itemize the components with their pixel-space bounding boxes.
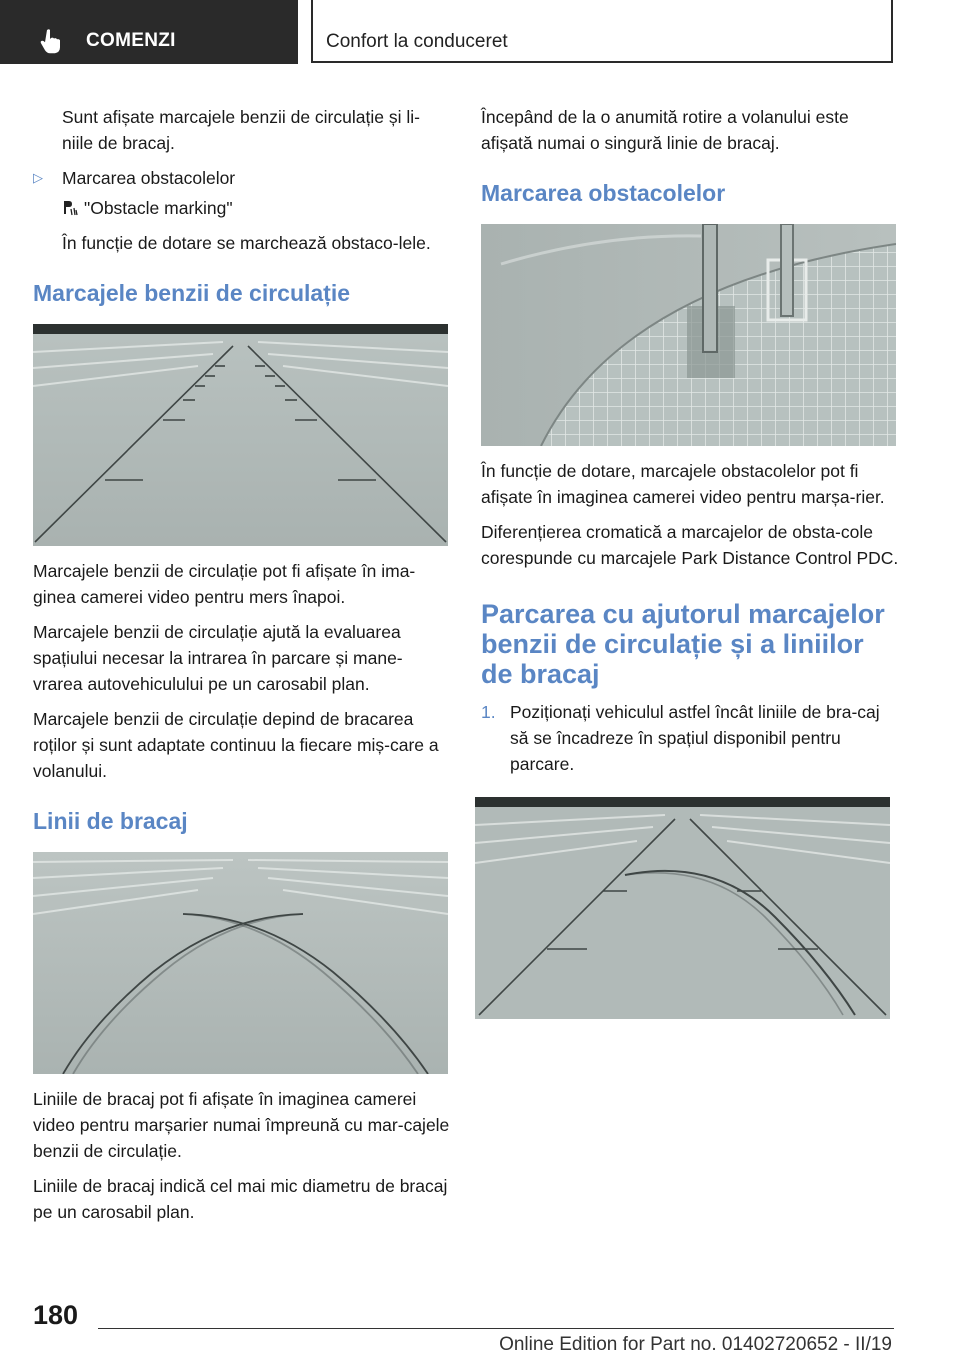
obstacle-paragraph-2: Diferențierea cromatică a marcajelor de obsta-cole corespunde cu marcajele Park Distance Control PDC. [481,522,899,568]
chapter-tab [311,0,893,63]
pdc-obstacle-icon [62,200,78,216]
parking-lines-image [475,797,890,1019]
section-tab [0,0,298,64]
button-label: "Obstacle marking" [84,198,233,218]
parking-heading: Parcarea cu ajutorul marcajelor benzii de circulație și a liniilor de bracaj [481,599,885,689]
obstacle-paragraph-1: În funcție de dotare, marcajele obstacolelor pot fi afișate în imaginea camerei video pentru marșa-rier. [481,461,885,507]
turning-lines-heading: Linii de bracaj [33,808,188,834]
lane-markings-image [33,324,448,546]
bullet-description: În funcție de dotare se marchează obstaco-lele. [62,233,431,253]
page-number: 180 [33,1300,79,1330]
turning-lines-image [33,852,448,1074]
lane-paragraph-1: Marcajele benzii de circulație pot fi afișate în ima-ginea camerei video pentru mers înapoi. [33,561,416,607]
hand-pointer-icon [40,28,62,54]
chapter-title: Confort la conduceret [326,31,508,52]
bullet-item [33,165,451,191]
bullet-label: Marcarea obstacolelor [62,168,236,188]
obstacle-marking-heading: Marcarea obstacolelor [481,180,726,206]
triangle-bullet-icon: ▷ [33,170,43,185]
step-text: Poziționați vehiculul astfel încât liniile de bra-caj să se încadreze în spațiul disponibil pentru parcare. [510,702,880,774]
button-line [33,195,451,221]
left-column [33,104,451,1234]
right-column [481,104,899,1031]
footer-edition: Online Edition for Part no. 01402720652 - II/19 [499,1334,892,1355]
section-title: COMENZI [86,30,176,51]
footer-divider [98,1328,894,1329]
turning-paragraph-2: Liniile de bracaj indică cel mai mic diametru de bracaj pe un carosabil plan. [33,1176,448,1222]
step-number: 1. [481,702,496,722]
lane-paragraph-3: Marcajele benzii de circulație depind de bracarea roților și sunt adaptate continuu la fiecare miș-care a volanului. [33,709,439,781]
lane-paragraph-2: Marcajele benzii de circulație ajută la evaluarea spațiului necesar la intrarea în parcare și mane-vrarea autovehiculului pe un carosabil plan. [33,622,403,694]
intro-paragraph: Sunt afișate marcajele benzii de circulație și li-niile de bracaj. [62,107,420,153]
obstacle-marking-image [481,224,896,446]
lane-markings-heading: Marcajele benzii de circulație [33,280,351,306]
step-item [481,699,899,777]
single-line-paragraph: Începând de la o anumită rotire a volanului este afișată numai o singură linie de bracaj. [481,107,849,153]
turning-paragraph-1: Liniile de bracaj pot fi afișate în imaginea camerei video pentru marșarier numai împreună cu mar-cajele benzii de circulație. [33,1089,450,1161]
